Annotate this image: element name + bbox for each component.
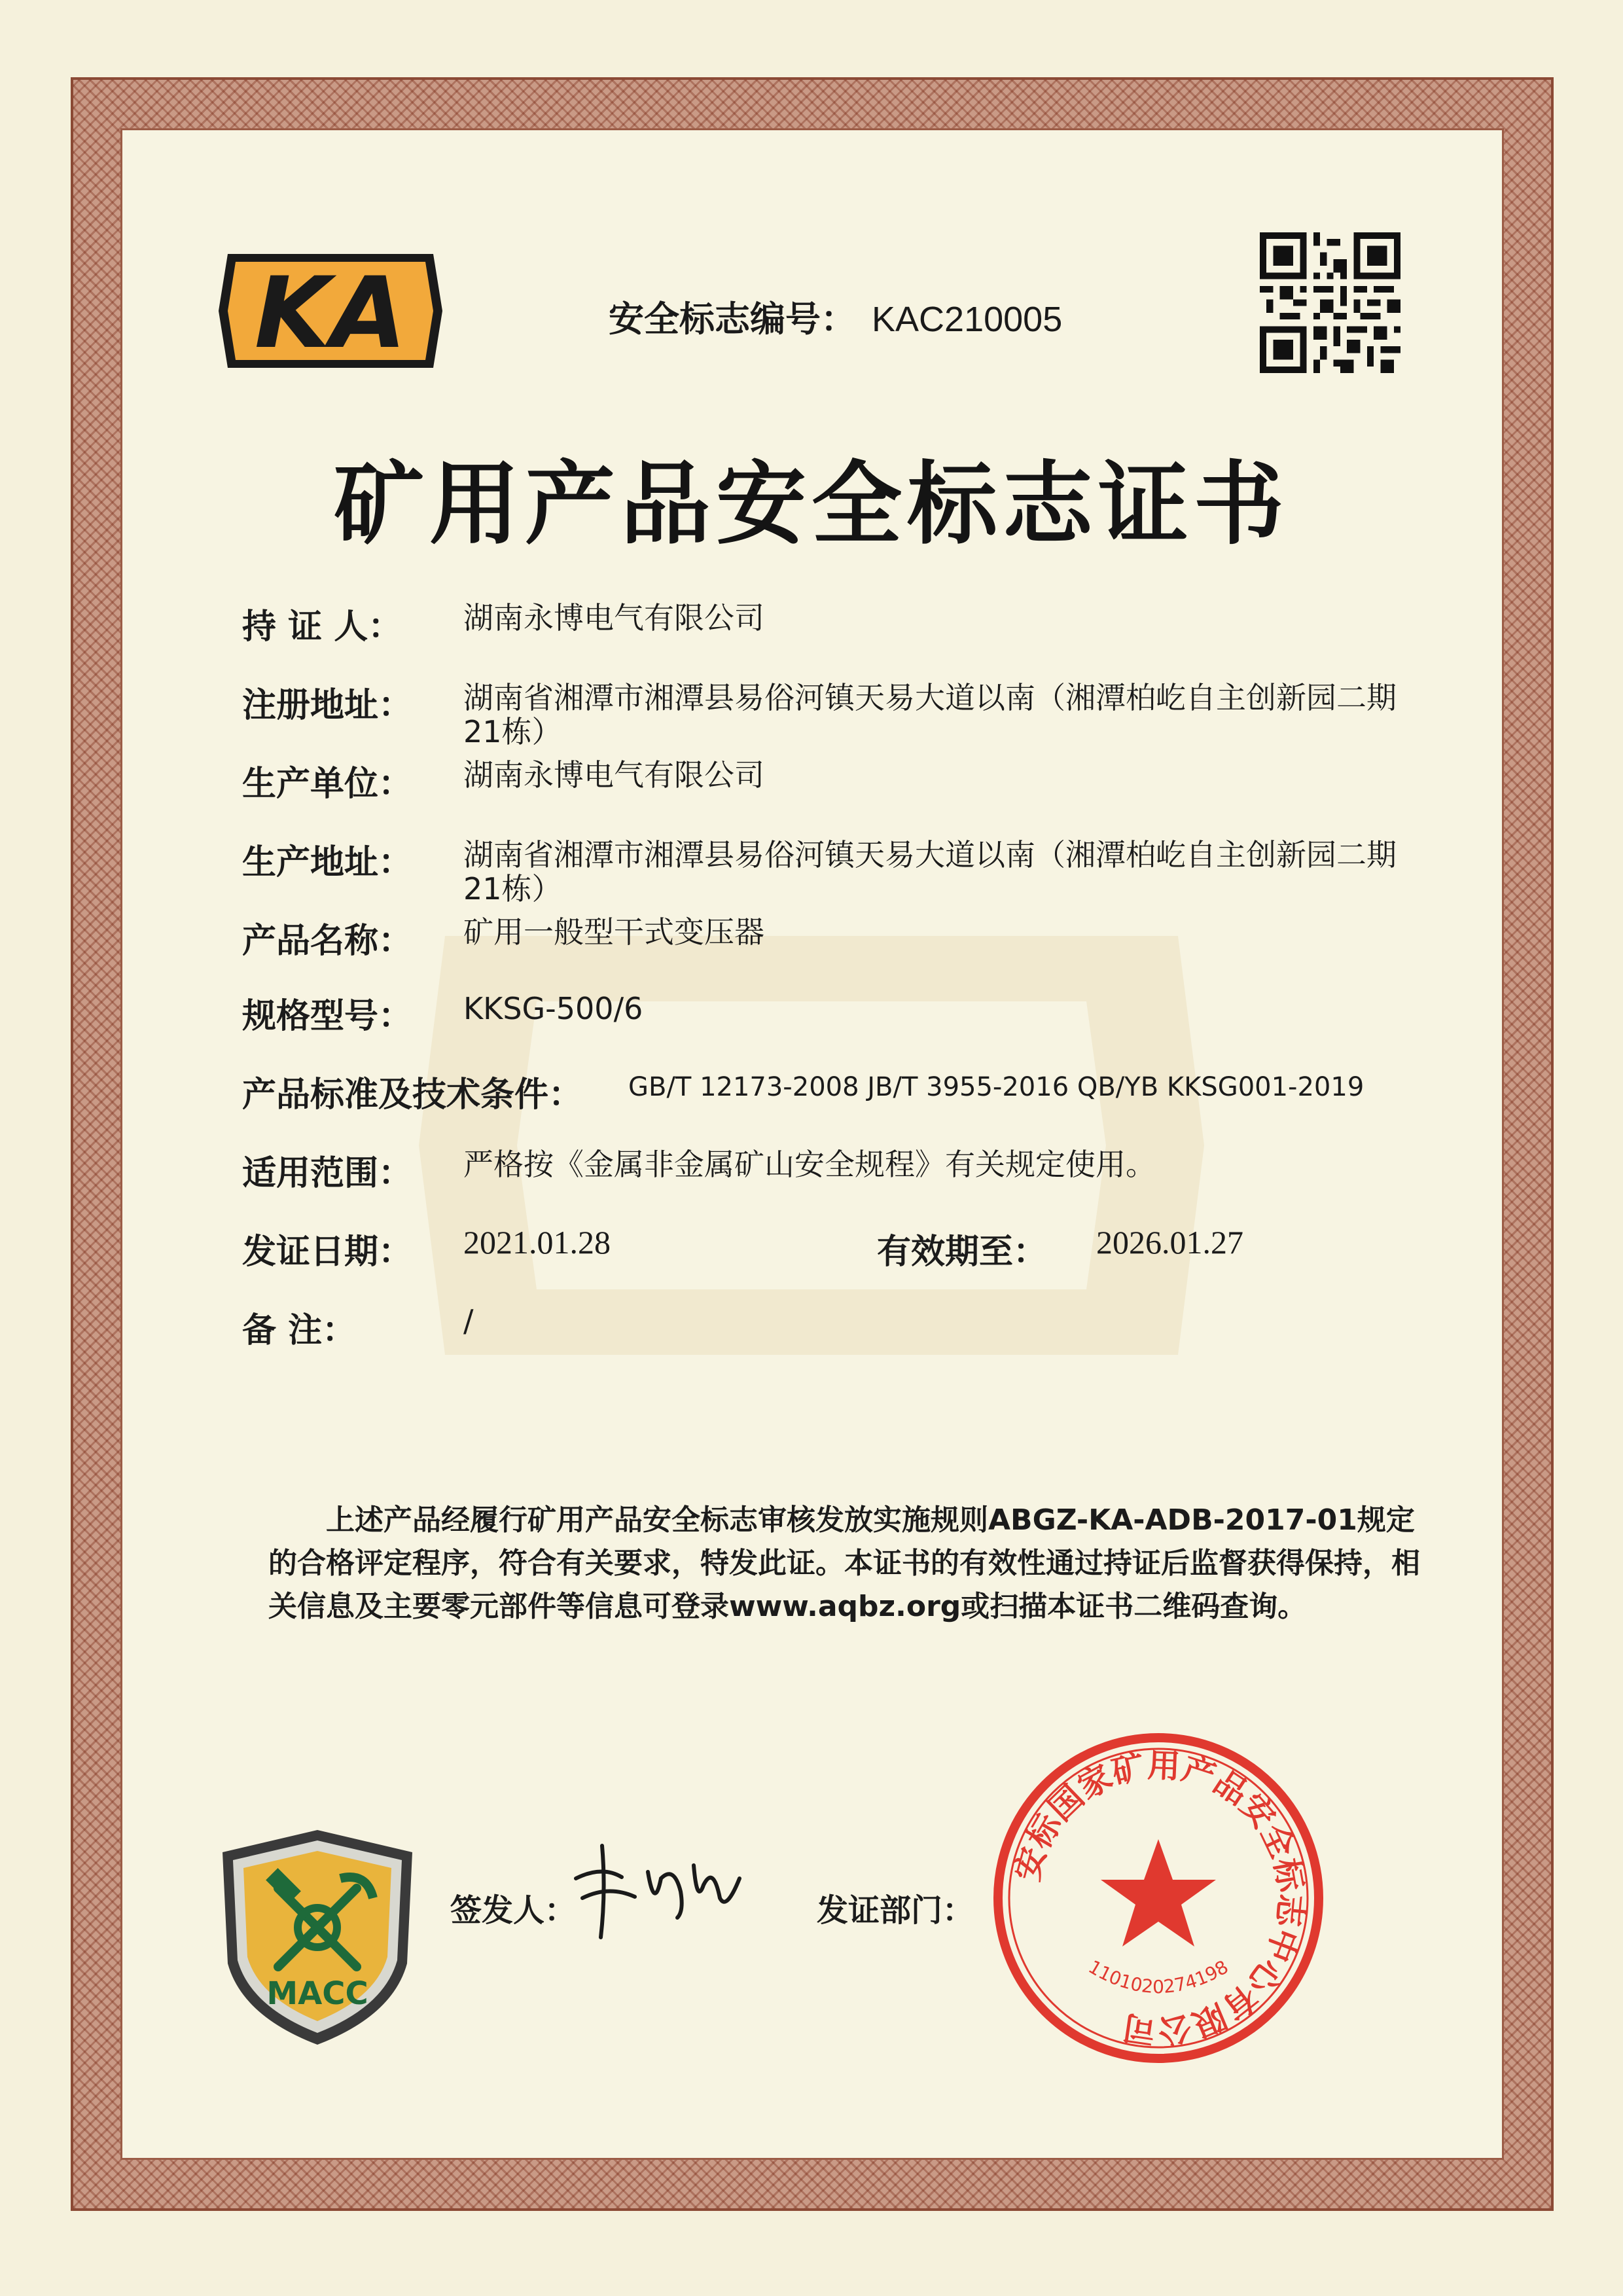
serial-label: 安全标志编号： bbox=[609, 298, 856, 340]
ka-logo-text: KA bbox=[254, 257, 407, 370]
valid-until-value: 2026.01.27 bbox=[1096, 1224, 1243, 1261]
product-name-value: 矿用一般型干式变压器 bbox=[463, 914, 764, 950]
issue-date-value: 2021.01.28 bbox=[463, 1224, 611, 1261]
seal-number: 1101020274198 bbox=[1084, 1956, 1232, 1998]
valid-until-label: 有效期至： bbox=[877, 1232, 1048, 1272]
prod-address-value: 湖南省湘潭市湘潭县易俗河镇天易大道以南（湘潭柏屹自主创新园二期21栋） bbox=[463, 837, 1397, 906]
macc-text: MACC bbox=[266, 1975, 368, 2012]
prod-address-label: 生产地址： bbox=[242, 843, 413, 882]
qr-code-icon[interactable] bbox=[1260, 232, 1400, 373]
certificate-title: 矿用产品安全标志证书 bbox=[333, 452, 1289, 557]
reg-address-value: 湖南省湘潭市湘潭县易俗河镇天易大道以南（湘潭柏屹自主创新园二期21栋） bbox=[463, 680, 1397, 749]
macc-emblem-icon bbox=[216, 1826, 419, 2049]
seal-text: 安标国家矿用产品安全标志中心有限公司 bbox=[1008, 1746, 1311, 2051]
product-name-label: 产品名称： bbox=[242, 922, 413, 961]
holder-value: 湖南永博电气有限公司 bbox=[463, 600, 764, 636]
serial-number bbox=[609, 291, 1062, 342]
producer-label: 生产单位： bbox=[242, 764, 413, 804]
standard-value: GB/T 12173-2008 JB/T 3955-2016 QB/YB KKSG001-2019 bbox=[628, 1072, 1364, 1102]
holder-label: 持 证 人： bbox=[242, 607, 402, 647]
scope-label: 适用范围： bbox=[242, 1154, 413, 1193]
remark-label: 备 注： bbox=[242, 1311, 357, 1350]
standard-label: 产品标准及技术条件： bbox=[242, 1075, 583, 1115]
issue-date-label: 发证日期： bbox=[242, 1232, 413, 1272]
official-seal-icon bbox=[988, 1728, 1329, 2068]
ka-logo-icon bbox=[216, 249, 445, 373]
issuing-dept-label: 发证部门： bbox=[817, 1892, 974, 1929]
remark-value: / bbox=[463, 1303, 474, 1338]
serial-value: KAC210005 bbox=[872, 300, 1063, 339]
certificate-statement: 上述产品经履行矿用产品安全标志审核发放实施规则ABGZ-KA-ADB-2017-01规定的合格评定程序，符合有关要求，特发此证。本证书的有效性通过持证后监督获得保持，相关信息及主要零元部件等信息可登录www.aqbz.org或扫描本证书二维码查询。 bbox=[268, 1503, 1420, 1623]
scope-value: 严格按《金属非金属矿山安全规程》有关规定使用。 bbox=[463, 1147, 1156, 1182]
signer-label: 签发人： bbox=[450, 1892, 577, 1929]
model-value: KKSG-500/6 bbox=[463, 991, 643, 1026]
svg-text:1101020274198 bbox=[1084, 1956, 1232, 1998]
reg-address-label: 注册地址： bbox=[242, 686, 413, 725]
producer-value: 湖南永博电气有限公司 bbox=[463, 757, 764, 793]
model-label: 规格型号： bbox=[242, 997, 413, 1036]
signature-icon bbox=[563, 1839, 746, 1944]
